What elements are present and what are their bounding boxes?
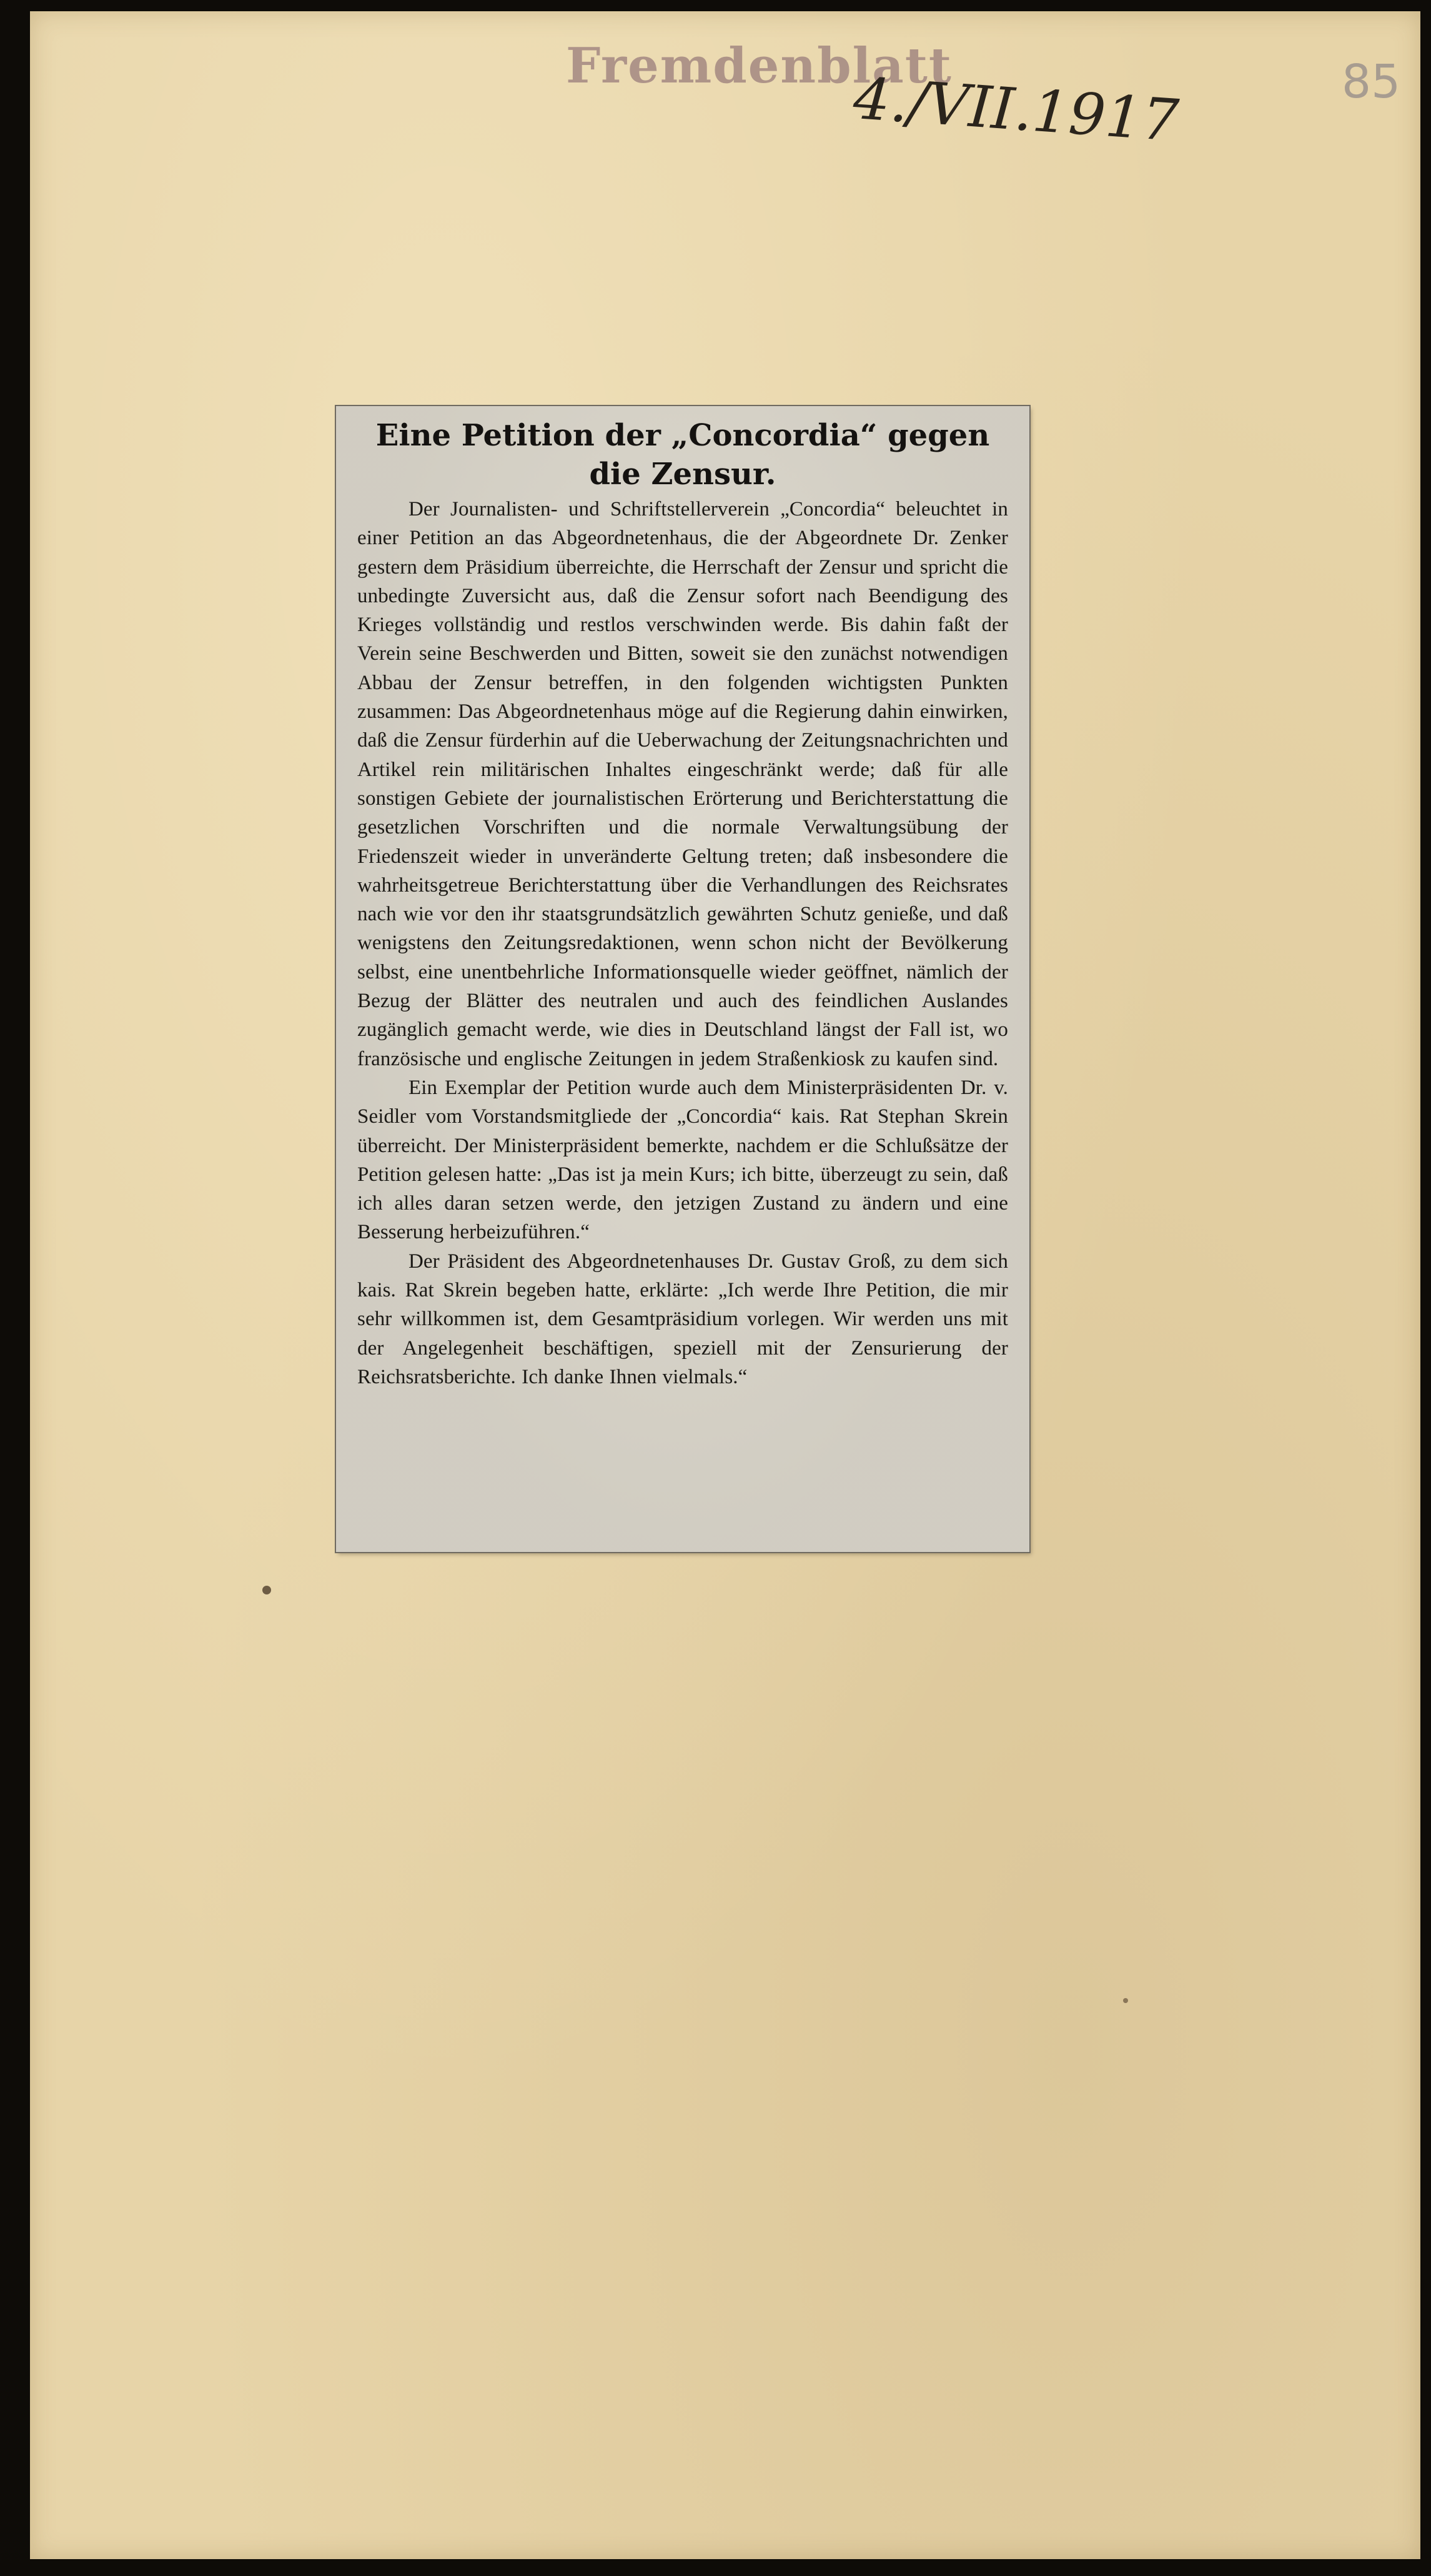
article-paragraph: Der Präsident des Abgeordnetenhauses Dr. Gustav Groß, zu dem sich kais. Rat Skrein begeben hatte, erklärte: „Ich werde Ihre Petition, die mir sehr willkommen ist, dem Gesamtpräsidium vorlegen. Wir werden uns mit der Angelegenheit beschäftigen, speziell mit der Zensurierung der Reichsratsberichte. Ich danke Ihnen vielmals.“ [357, 1250, 1008, 1388]
folio-number: 85 [1342, 55, 1401, 109]
newspaper-clipping [336, 406, 1029, 1552]
article-body [357, 495, 1008, 1391]
handwritten-date: 4./VII.1917 [851, 64, 1181, 155]
newspaper-stamp: Fremdenblatt [566, 37, 953, 94]
article-paragraph: Der Journalisten- und Schriftstellerverein „Concordia“ beleuchtet in einer Petition an das Abgeordnetenhaus, die der Abgeordnete Dr. Zenker gestern dem Präsidium überreichte, die Herrschaft der Zensur und spricht die unbedingte Zuversicht aus, daß die Zensur sofort nach Beendigung des Krieges vollständig und restlos verschwinden werde. Bis dahin faßt der Verein seine Beschwerden und Bitten, soweit sie den zunächst notwendigen Abbau der Zensur betreffen, in den folgenden wichtigsten Punkten zusammen: Das Abgeordnetenhaus möge auf die Regierung dahin einwirken, daß die Zensur fürderhin auf die Ueberwachung der Zeitungsnachrichten und Artikel rein militärischen Inhaltes eingeschränkt werde; daß für alle sonstigen Gebiete der journalistischen Erörterung und Berichterstattung die gesetzlichen Vorschriften und die normale Verwaltungsübung der Friedenszeit wieder in unveränderte Geltung treten; daß insbesondere die wahrheitsgetreue Berichterstattung über die Verhandlungen des Reichsrates nach wie vor den ihr staatsgrundsätzlich gewährten Schutz genieße, und daß wenigstens den Zeitungsredaktionen, wenn schon nicht der Bevölkerung selbst, eine unentbehrliche Informationsquelle wieder geöffnet, nämlich der Bezug der Blätter des neutralen und auch des feindlichen Auslandes zugänglich gemacht werde, wie dies in Deutschland längst der Fall ist, wo französische und englische Zeitungen in jedem Straßenkiosk zu kaufen sind. [357, 498, 1008, 1070]
paper-speck [262, 1586, 271, 1594]
article-title: Eine Petition der „Concordia“ gegen die Zensur. [375, 418, 990, 492]
article-paragraph: Ein Exemplar der Petition wurde auch dem Ministerpräsidenten Dr. v. Seidler vom Vorstandsmitgliede der „Concordia“ kais. Rat Stephan Skrein überreicht. Der Ministerpräsident bemerkte, nachdem er die Schlußsätze der Petition gelesen hatte: „Das ist ja mein Kurs; ich bitte, überzeugt zu sein, daß ich alles daran setzen werde, den jetzigen Zustand zu ändern und eine Besserung herbeizuführen.“ [357, 1076, 1008, 1244]
paper-speck [1123, 1998, 1128, 2003]
